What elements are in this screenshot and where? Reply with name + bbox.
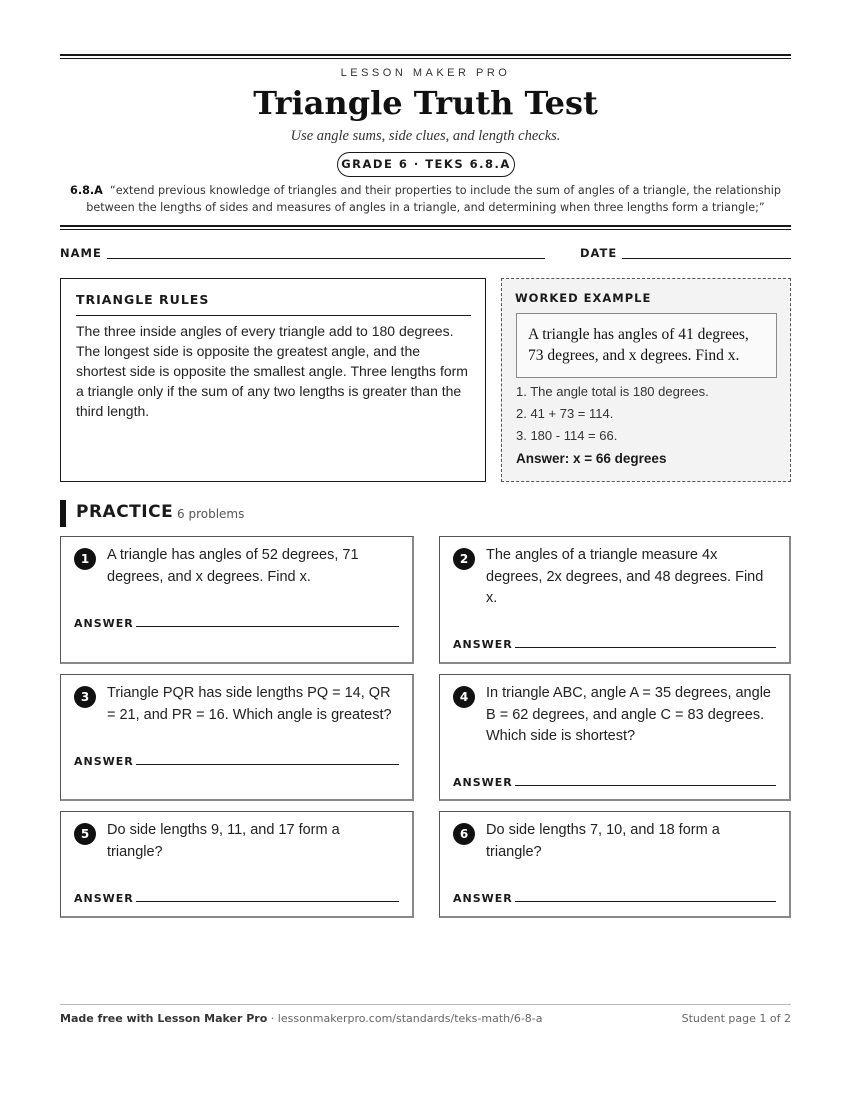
triangle-rules-box bbox=[60, 278, 486, 482]
answer-field[interactable] bbox=[515, 901, 776, 902]
footer-url-link[interactable]: lessonmakerpro.com/standards/teks-math/6-8-a bbox=[277, 1012, 543, 1025]
problem-number: 6 bbox=[453, 823, 475, 845]
brand-label: LESSON MAKER PRO bbox=[340, 67, 511, 79]
worksheet-page bbox=[60, 0, 791, 1100]
answer-label: ANSWER bbox=[74, 755, 134, 768]
date-label: DATE bbox=[580, 246, 618, 260]
standard-statement bbox=[60, 182, 791, 216]
practice-count: 6 problems bbox=[177, 507, 245, 521]
example-steps bbox=[516, 381, 778, 447]
rules-title: TRIANGLE RULES bbox=[76, 292, 210, 307]
problem-text: A triangle has angles of 52 degrees, 71 degrees, and x degrees. Find x. bbox=[107, 547, 359, 585]
grade-badge: GRADE 6 · TEKS 6.8.A bbox=[337, 152, 515, 177]
header-bottom-rule bbox=[60, 225, 791, 230]
problem-text: Do side lengths 9, 11, and 17 form a triangle? bbox=[107, 822, 340, 860]
standard-text: “extend previous knowledge of triangles and their properties to include the sum of angles of a triangle, the relationship between the lengths of sides and measures of angles in a triangle, and determining when three lengths form a triangle;” bbox=[86, 184, 781, 214]
problem-card bbox=[60, 536, 414, 664]
problem-number: 3 bbox=[74, 686, 96, 708]
answer-label: ANSWER bbox=[453, 776, 513, 789]
footer-separator: · bbox=[267, 1012, 278, 1025]
example-step: 3. 180 - 114 = 66. bbox=[516, 428, 618, 443]
standard-code: 6.8.A bbox=[70, 184, 103, 197]
problem-card bbox=[439, 674, 791, 801]
example-answer: Answer: x = 66 degrees bbox=[516, 451, 667, 466]
answer-field[interactable] bbox=[136, 626, 399, 627]
practice-accent-bar bbox=[60, 500, 66, 527]
answer-field[interactable] bbox=[515, 785, 776, 786]
page-subtitle: Use angle sums, side clues, and length checks. bbox=[290, 128, 561, 144]
problem-text: The angles of a triangle measure 4x degrees, 2x degrees, and 48 degrees. Find x. bbox=[486, 547, 764, 606]
problem-card bbox=[439, 811, 791, 918]
rules-text: The three inside angles of every triangle add to 180 degrees. The longest side is opposite the greatest angle, and the shortest side is opposite the smallest angle. Three lengths form a triangle only if the sum of any two lengths is greater than the third length. bbox=[76, 323, 468, 419]
footer-credit bbox=[60, 1012, 543, 1025]
answer-label: ANSWER bbox=[453, 892, 513, 905]
name-label: NAME bbox=[60, 246, 102, 260]
footer-divider bbox=[60, 1004, 791, 1005]
answer-field[interactable] bbox=[136, 901, 399, 902]
header-top-rule bbox=[60, 54, 791, 59]
answer-label: ANSWER bbox=[453, 638, 513, 651]
problem-text: Do side lengths 7, 10, and 18 form a triangle? bbox=[486, 822, 720, 860]
page-title: Triangle Truth Test bbox=[253, 84, 598, 122]
problem-number: 1 bbox=[74, 548, 96, 570]
problem-card bbox=[439, 536, 791, 664]
page-indicator: Student page 1 of 2 bbox=[681, 1012, 791, 1025]
rules-divider bbox=[76, 315, 471, 316]
name-field[interactable] bbox=[107, 258, 545, 259]
example-prompt: A triangle has angles of 41 degrees, 73 degrees, and x degrees. Find x. bbox=[516, 313, 777, 378]
problem-card bbox=[60, 674, 414, 801]
footer-brand: Made free with Lesson Maker Pro bbox=[60, 1012, 268, 1025]
problem-number: 2 bbox=[453, 548, 475, 570]
problem-card bbox=[60, 811, 414, 918]
answer-field[interactable] bbox=[515, 647, 776, 648]
practice-title: PRACTICE bbox=[76, 502, 174, 522]
problem-number: 5 bbox=[74, 823, 96, 845]
answer-label: ANSWER bbox=[74, 617, 134, 630]
problem-text: Triangle PQR has side lengths PQ = 14, QR = 21, and PR = 16. Which angle is greatest? bbox=[107, 685, 392, 723]
problem-text: In triangle ABC, angle A = 35 degrees, angle B = 62 degrees, and angle C = 83 degrees. Which side is shortest? bbox=[486, 685, 771, 744]
example-title: WORKED EXAMPLE bbox=[515, 291, 652, 305]
problem-number: 4 bbox=[453, 686, 475, 708]
date-field[interactable] bbox=[622, 258, 791, 259]
example-step: 2. 41 + 73 = 114. bbox=[516, 406, 614, 421]
answer-field[interactable] bbox=[136, 764, 399, 765]
example-step: 1. The angle total is 180 degrees. bbox=[516, 384, 709, 399]
worked-example-box bbox=[501, 278, 791, 482]
answer-label: ANSWER bbox=[74, 892, 134, 905]
